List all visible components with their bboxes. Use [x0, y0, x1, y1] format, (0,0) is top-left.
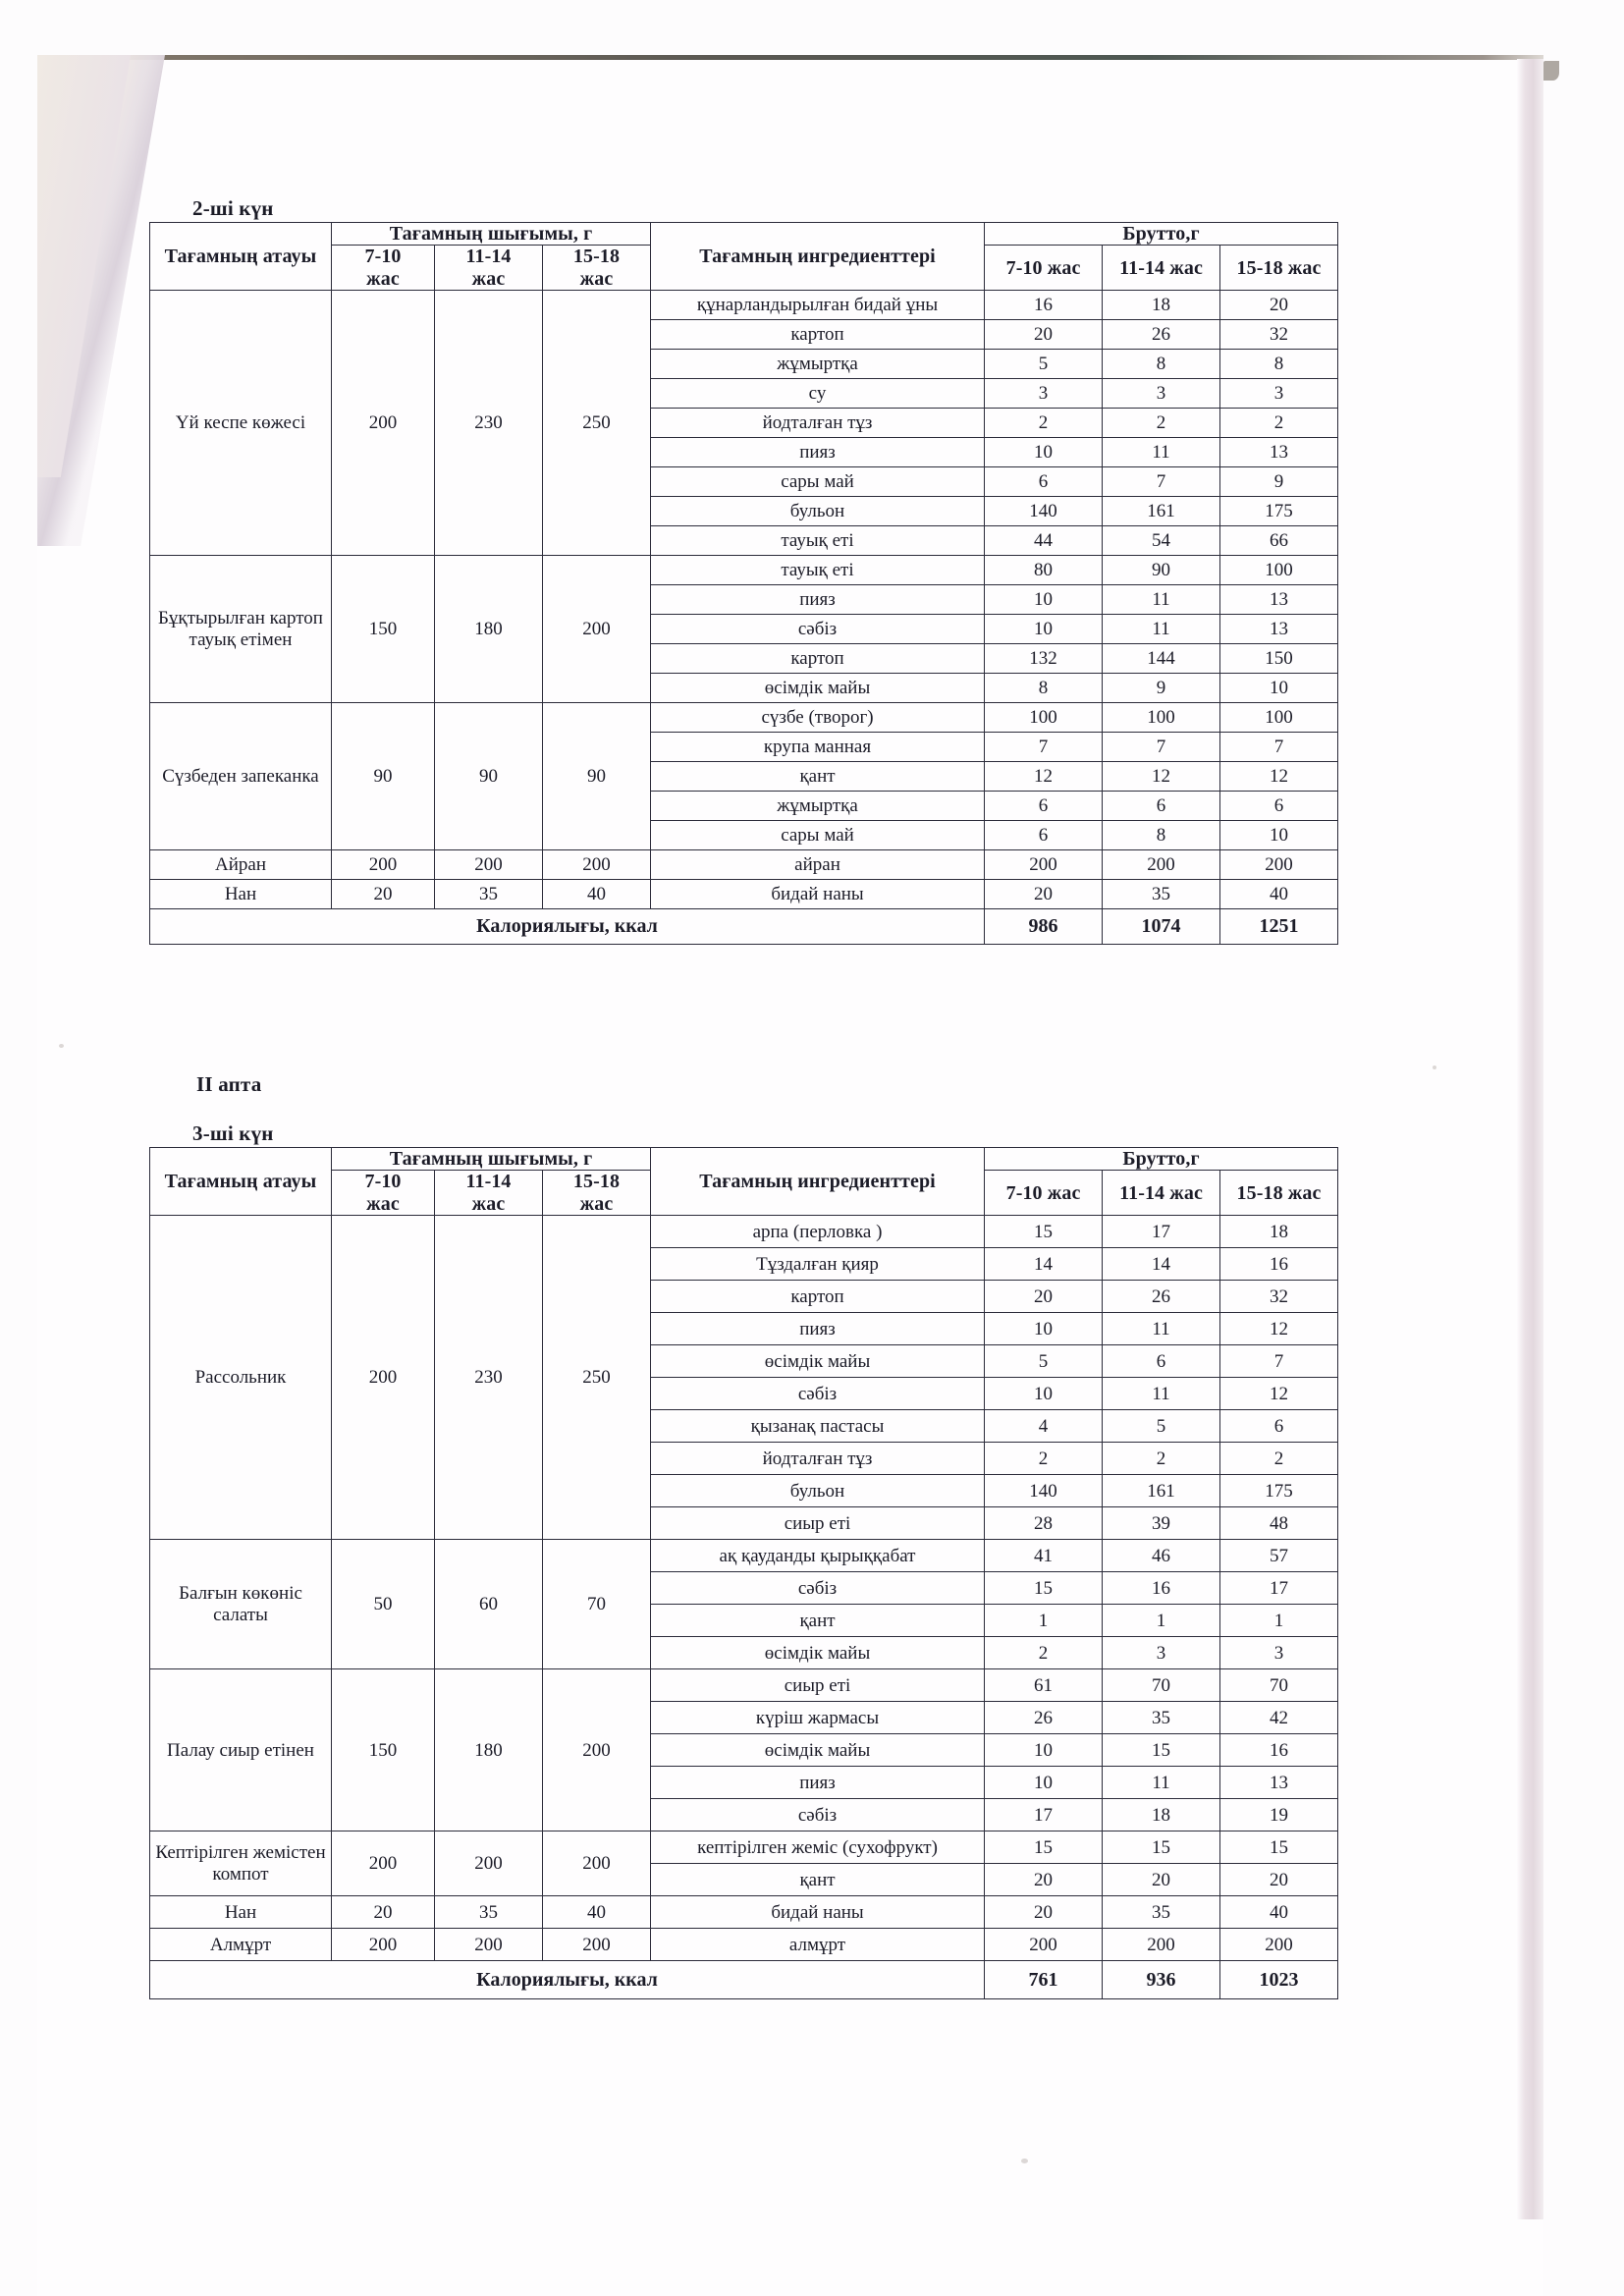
- ingredient-name-cell: күріш жармасы: [651, 1702, 985, 1734]
- ingredient-brutto-cell: 140: [985, 1475, 1103, 1507]
- header-yield-7-10-unit: жас: [366, 1192, 400, 1215]
- ingredient-brutto-cell: 70: [1220, 1669, 1338, 1702]
- menu-table-day-2: [149, 222, 1338, 945]
- dish-yield-cell: 90: [543, 703, 651, 850]
- header-yield-7-10-range: 7-10: [364, 246, 402, 268]
- ingredient-brutto-cell: 2: [1103, 1443, 1220, 1475]
- calories-value-cell: 1074: [1103, 909, 1220, 945]
- ingredient-brutto-cell: 17: [985, 1799, 1103, 1831]
- ingredient-name-cell: сәбіз: [651, 1799, 985, 1831]
- ingredient-name-cell: картоп: [651, 644, 985, 674]
- header-dish-name: Тағамның атауы: [150, 1148, 332, 1216]
- header-brutto-11-14: 11-14 жас: [1103, 1171, 1220, 1216]
- ingredient-brutto-cell: 17: [1220, 1572, 1338, 1605]
- ingredient-brutto-cell: 14: [985, 1248, 1103, 1281]
- dish-yield-cell: 35: [435, 880, 543, 909]
- ingredient-brutto-cell: 19: [1220, 1799, 1338, 1831]
- dish-yield-cell: 90: [435, 703, 543, 850]
- ingredient-brutto-cell: 57: [1220, 1540, 1338, 1572]
- ingredient-brutto-cell: 61: [985, 1669, 1103, 1702]
- ingredient-brutto-cell: 7: [1103, 467, 1220, 497]
- ingredient-brutto-cell: 6: [985, 467, 1103, 497]
- ingredient-brutto-cell: 10: [1220, 674, 1338, 703]
- ingredient-brutto-cell: 2: [1103, 409, 1220, 438]
- ingredient-brutto-cell: 42: [1220, 1702, 1338, 1734]
- ingredient-brutto-cell: 18: [1103, 1799, 1220, 1831]
- ingredient-name-cell: сары май: [651, 821, 985, 850]
- dish-name-cell: Бұқтырылған картоп тауық етімен: [150, 556, 332, 703]
- header-yield-11-14-unit: жас: [471, 267, 506, 290]
- ingredient-name-cell: тауық еті: [651, 556, 985, 585]
- header-yield-11-14-range: 11-14: [465, 1171, 512, 1193]
- header-yield-15-18-range: 15-18: [572, 246, 621, 268]
- dish-yield-cell: 250: [543, 291, 651, 556]
- ingredient-brutto-cell: 11: [1103, 1767, 1220, 1799]
- ingredient-brutto-cell: 32: [1220, 1281, 1338, 1313]
- dish-yield-cell: 200: [543, 1669, 651, 1831]
- ingredient-name-cell: арпа (перловка ): [651, 1216, 985, 1248]
- ingredient-brutto-cell: 7: [1103, 733, 1220, 762]
- scan-speck: [59, 1044, 64, 1048]
- table-row: [150, 1540, 1338, 1572]
- dish-yield-cell: 20: [332, 1896, 435, 1929]
- ingredient-brutto-cell: 9: [1103, 674, 1220, 703]
- ingredient-brutto-cell: 48: [1220, 1507, 1338, 1540]
- ingredient-name-cell: су: [651, 379, 985, 409]
- ingredient-brutto-cell: 175: [1220, 1475, 1338, 1507]
- ingredient-brutto-cell: 132: [985, 644, 1103, 674]
- ingredient-brutto-cell: 2: [985, 1443, 1103, 1475]
- ingredient-brutto-cell: 10: [985, 1378, 1103, 1410]
- ingredient-brutto-cell: 5: [985, 350, 1103, 379]
- table-row: [150, 880, 1338, 909]
- dish-name-cell: Нан: [150, 1896, 332, 1929]
- dish-name-cell: Айран: [150, 850, 332, 880]
- dish-name-cell: Рассольник: [150, 1216, 332, 1540]
- ingredient-name-cell: йодталған тұз: [651, 409, 985, 438]
- table-row: [150, 291, 1338, 320]
- ingredient-brutto-cell: 2: [1220, 1443, 1338, 1475]
- ingredient-brutto-cell: 7: [985, 733, 1103, 762]
- dish-yield-cell: 200: [332, 291, 435, 556]
- header-yield-7-10-unit: жас: [366, 267, 400, 290]
- ingredient-brutto-cell: 11: [1103, 615, 1220, 644]
- ingredient-brutto-cell: 10: [985, 438, 1103, 467]
- table-body: [150, 291, 1338, 945]
- dish-name-cell: Нан: [150, 880, 332, 909]
- dish-yield-cell: 230: [435, 291, 543, 556]
- ingredient-brutto-cell: 12: [985, 762, 1103, 792]
- ingredient-brutto-cell: 20: [985, 320, 1103, 350]
- ingredient-name-cell: сиыр еті: [651, 1507, 985, 1540]
- ingredient-brutto-cell: 2: [985, 409, 1103, 438]
- ingredient-brutto-cell: 6: [985, 792, 1103, 821]
- ingredient-name-cell: картоп: [651, 320, 985, 350]
- table-body: [150, 1216, 1338, 1999]
- header-yield-15-18-unit: жас: [579, 267, 614, 290]
- ingredient-brutto-cell: 10: [985, 615, 1103, 644]
- ingredient-brutto-cell: 200: [1103, 1929, 1220, 1961]
- menu-table-day-3: [149, 1147, 1338, 1999]
- header-brutto-15-18: 15-18 жас: [1220, 1171, 1338, 1216]
- table-row: [150, 1929, 1338, 1961]
- header-ingredients: Тағамның ингредиенттері: [651, 1148, 985, 1216]
- ingredient-brutto-cell: 12: [1103, 762, 1220, 792]
- ingredient-brutto-cell: 20: [985, 1864, 1103, 1896]
- ingredient-name-cell: жұмыртқа: [651, 350, 985, 379]
- header-yield-7-10: [332, 1171, 435, 1216]
- ingredient-brutto-cell: 2: [985, 1637, 1103, 1669]
- ingredient-brutto-cell: 12: [1220, 762, 1338, 792]
- ingredient-name-cell: өсімдік майы: [651, 674, 985, 703]
- ingredient-name-cell: айран: [651, 850, 985, 880]
- ingredient-brutto-cell: 32: [1220, 320, 1338, 350]
- dish-name-cell: Кептірілген жемістен компот: [150, 1831, 332, 1896]
- calories-row: [150, 1961, 1338, 1999]
- ingredient-name-cell: алмұрт: [651, 1929, 985, 1961]
- ingredient-brutto-cell: 26: [1103, 320, 1220, 350]
- ingredient-name-cell: құнарландырылған бидай ұны: [651, 291, 985, 320]
- ingredient-brutto-cell: 15: [1103, 1734, 1220, 1767]
- header-yield-15-18-range: 15-18: [572, 1171, 621, 1193]
- ingredient-brutto-cell: 26: [985, 1702, 1103, 1734]
- ingredient-brutto-cell: 12: [1220, 1378, 1338, 1410]
- ingredient-brutto-cell: 20: [985, 1896, 1103, 1929]
- header-brutto-7-10: 7-10 жас: [985, 1171, 1103, 1216]
- table-row: [150, 1831, 1338, 1864]
- ingredient-brutto-cell: 16: [1220, 1248, 1338, 1281]
- ingredient-brutto-cell: 100: [1103, 703, 1220, 733]
- ingredient-brutto-cell: 3: [1220, 1637, 1338, 1669]
- ingredient-brutto-cell: 200: [985, 1929, 1103, 1961]
- ingredient-brutto-cell: 100: [1220, 556, 1338, 585]
- ingredient-brutto-cell: 54: [1103, 526, 1220, 556]
- table-header-row-1: [150, 1148, 1338, 1171]
- ingredient-brutto-cell: 8: [1103, 821, 1220, 850]
- ingredient-brutto-cell: 44: [985, 526, 1103, 556]
- calories-value-cell: 1251: [1220, 909, 1338, 945]
- ingredient-name-cell: қант: [651, 762, 985, 792]
- ingredient-brutto-cell: 1: [1103, 1605, 1220, 1637]
- ingredient-brutto-cell: 16: [1220, 1734, 1338, 1767]
- ingredient-brutto-cell: 11: [1103, 1313, 1220, 1345]
- ingredient-brutto-cell: 6: [1220, 792, 1338, 821]
- ingredient-name-cell: Тұздалған қияр: [651, 1248, 985, 1281]
- ingredient-brutto-cell: 14: [1103, 1248, 1220, 1281]
- dish-yield-cell: 35: [435, 1896, 543, 1929]
- ingredient-name-cell: қант: [651, 1864, 985, 1896]
- header-yield-7-10-range: 7-10: [364, 1171, 402, 1193]
- dish-yield-cell: 200: [543, 1831, 651, 1896]
- ingredient-brutto-cell: 35: [1103, 1702, 1220, 1734]
- ingredient-brutto-cell: 4: [985, 1410, 1103, 1443]
- table-row: [150, 1669, 1338, 1702]
- ingredient-brutto-cell: 3: [1220, 379, 1338, 409]
- ingredient-brutto-cell: 1: [985, 1605, 1103, 1637]
- ingredient-brutto-cell: 6: [1103, 1345, 1220, 1378]
- ingredient-brutto-cell: 11: [1103, 585, 1220, 615]
- ingredient-brutto-cell: 1: [1220, 1605, 1338, 1637]
- ingredient-brutto-cell: 20: [985, 880, 1103, 909]
- calories-label-cell: Калориялығы, ккал: [150, 1961, 985, 1999]
- ingredient-name-cell: сары май: [651, 467, 985, 497]
- ingredient-name-cell: тауық еті: [651, 526, 985, 556]
- ingredient-brutto-cell: 6: [1103, 792, 1220, 821]
- ingredient-brutto-cell: 150: [1220, 644, 1338, 674]
- header-yield-15-18-unit: жас: [579, 1192, 614, 1215]
- scan-top-edge-artifact: [37, 55, 1543, 60]
- ingredient-brutto-cell: 9: [1220, 467, 1338, 497]
- ingredient-brutto-cell: 7: [1220, 1345, 1338, 1378]
- ingredient-brutto-cell: 26: [1103, 1281, 1220, 1313]
- ingredient-brutto-cell: 200: [1220, 850, 1338, 880]
- table-row: [150, 556, 1338, 585]
- dish-yield-cell: 180: [435, 1669, 543, 1831]
- header-dish-name: Тағамның атауы: [150, 223, 332, 291]
- dish-name-cell: Балғын көкөніс салаты: [150, 1540, 332, 1669]
- ingredient-name-cell: йодталған тұз: [651, 1443, 985, 1475]
- ingredient-brutto-cell: 11: [1103, 438, 1220, 467]
- header-ingredients: Тағамның ингредиенттері: [651, 223, 985, 291]
- ingredient-brutto-cell: 161: [1103, 1475, 1220, 1507]
- dish-name-cell: Үй кеспе көжесі: [150, 291, 332, 556]
- ingredient-name-cell: картоп: [651, 1281, 985, 1313]
- dish-yield-cell: 60: [435, 1540, 543, 1669]
- header-brutto-group: Брутто,г: [985, 1148, 1338, 1171]
- ingredient-brutto-cell: 20: [1103, 1864, 1220, 1896]
- dish-yield-cell: 200: [435, 850, 543, 880]
- ingredient-name-cell: пияз: [651, 1313, 985, 1345]
- ingredient-brutto-cell: 20: [1220, 291, 1338, 320]
- dish-yield-cell: 200: [543, 1929, 651, 1961]
- header-yield-group: Тағамның шығымы, г: [332, 1148, 651, 1171]
- day-label-1: 2-ші күн: [192, 196, 274, 220]
- ingredient-brutto-cell: 20: [985, 1281, 1103, 1313]
- ingredient-brutto-cell: 18: [1220, 1216, 1338, 1248]
- ingredient-name-cell: өсімдік майы: [651, 1345, 985, 1378]
- dish-yield-cell: 20: [332, 880, 435, 909]
- dish-yield-cell: 230: [435, 1216, 543, 1540]
- ingredient-brutto-cell: 15: [1103, 1831, 1220, 1864]
- week-label: II апта: [196, 1072, 262, 1096]
- dish-yield-cell: 250: [543, 1216, 651, 1540]
- ingredient-brutto-cell: 90: [1103, 556, 1220, 585]
- header-yield-11-14: [435, 1171, 543, 1216]
- ingredient-name-cell: крупа манная: [651, 733, 985, 762]
- dish-yield-cell: 150: [332, 1669, 435, 1831]
- ingredient-name-cell: бидай наны: [651, 1896, 985, 1929]
- ingredient-brutto-cell: 80: [985, 556, 1103, 585]
- ingredient-brutto-cell: 10: [985, 1767, 1103, 1799]
- ingredient-brutto-cell: 8: [985, 674, 1103, 703]
- scan-right-edge-artifact: [1517, 59, 1543, 2219]
- dish-yield-cell: 200: [332, 850, 435, 880]
- dish-yield-cell: 200: [435, 1929, 543, 1961]
- ingredient-brutto-cell: 12: [1220, 1313, 1338, 1345]
- ingredient-brutto-cell: 10: [985, 1313, 1103, 1345]
- ingredient-brutto-cell: 3: [1103, 379, 1220, 409]
- calories-row: [150, 909, 1338, 945]
- ingredient-name-cell: сиыр еті: [651, 1669, 985, 1702]
- ingredient-brutto-cell: 13: [1220, 1767, 1338, 1799]
- ingredient-brutto-cell: 66: [1220, 526, 1338, 556]
- dish-yield-cell: 90: [332, 703, 435, 850]
- ingredient-brutto-cell: 39: [1103, 1507, 1220, 1540]
- ingredient-brutto-cell: 15: [985, 1216, 1103, 1248]
- scan-speck: [1021, 2159, 1028, 2163]
- header-brutto-11-14: 11-14 жас: [1103, 246, 1220, 291]
- ingredient-name-cell: қант: [651, 1605, 985, 1637]
- ingredient-name-cell: қызанақ пастасы: [651, 1410, 985, 1443]
- dish-yield-cell: 200: [543, 850, 651, 880]
- ingredient-brutto-cell: 41: [985, 1540, 1103, 1572]
- ingredient-brutto-cell: 70: [1103, 1669, 1220, 1702]
- dish-name-cell: Алмұрт: [150, 1929, 332, 1961]
- ingredient-brutto-cell: 100: [985, 703, 1103, 733]
- calories-value-cell: 986: [985, 909, 1103, 945]
- ingredient-brutto-cell: 6: [1220, 1410, 1338, 1443]
- ingredient-brutto-cell: 6: [985, 821, 1103, 850]
- ingredient-brutto-cell: 35: [1103, 1896, 1220, 1929]
- ingredient-brutto-cell: 13: [1220, 615, 1338, 644]
- ingredient-brutto-cell: 40: [1220, 1896, 1338, 1929]
- ingredient-brutto-cell: 200: [985, 850, 1103, 880]
- ingredient-name-cell: пияз: [651, 438, 985, 467]
- ingredient-brutto-cell: 8: [1103, 350, 1220, 379]
- header-yield-15-18: [543, 1171, 651, 1216]
- ingredient-brutto-cell: 16: [985, 291, 1103, 320]
- dish-yield-cell: 40: [543, 880, 651, 909]
- ingredient-brutto-cell: 17: [1103, 1216, 1220, 1248]
- header-yield-11-14: [435, 246, 543, 291]
- calories-value-cell: 936: [1103, 1961, 1220, 1999]
- calories-value-cell: 761: [985, 1961, 1103, 1999]
- dish-yield-cell: 200: [332, 1216, 435, 1540]
- header-brutto-group: Брутто,г: [985, 223, 1338, 246]
- ingredient-name-cell: сәбіз: [651, 1378, 985, 1410]
- ingredient-brutto-cell: 3: [985, 379, 1103, 409]
- table-header: [150, 1148, 1338, 1216]
- ingredient-name-cell: өсімдік майы: [651, 1637, 985, 1669]
- ingredient-name-cell: кептірілген жеміс (сухофрукт): [651, 1831, 985, 1864]
- ingredient-brutto-cell: 8: [1220, 350, 1338, 379]
- calories-value-cell: 1023: [1220, 1961, 1338, 1999]
- dish-yield-cell: 180: [435, 556, 543, 703]
- scan-speck: [1433, 1066, 1436, 1069]
- dish-yield-cell: 200: [435, 1831, 543, 1896]
- table-row: [150, 1896, 1338, 1929]
- ingredient-name-cell: сәбіз: [651, 1572, 985, 1605]
- ingredient-brutto-cell: 10: [985, 585, 1103, 615]
- ingredient-brutto-cell: 16: [1103, 1572, 1220, 1605]
- ingredient-brutto-cell: 13: [1220, 585, 1338, 615]
- ingredient-brutto-cell: 200: [1220, 1929, 1338, 1961]
- ingredient-name-cell: өсімдік майы: [651, 1734, 985, 1767]
- table-row: [150, 703, 1338, 733]
- dish-yield-cell: 200: [332, 1831, 435, 1896]
- table-row: [150, 1216, 1338, 1248]
- ingredient-name-cell: сүзбе (творог): [651, 703, 985, 733]
- dish-yield-cell: 200: [332, 1929, 435, 1961]
- ingredient-name-cell: бульон: [651, 1475, 985, 1507]
- ingredient-name-cell: сәбіз: [651, 615, 985, 644]
- calories-label-cell: Калориялығы, ккал: [150, 909, 985, 945]
- ingredient-brutto-cell: 28: [985, 1507, 1103, 1540]
- ingredient-brutto-cell: 200: [1103, 850, 1220, 880]
- ingredient-brutto-cell: 5: [1103, 1410, 1220, 1443]
- ingredient-name-cell: пияз: [651, 585, 985, 615]
- ingredient-brutto-cell: 7: [1220, 733, 1338, 762]
- table-row: [150, 850, 1338, 880]
- ingredient-brutto-cell: 13: [1220, 438, 1338, 467]
- header-brutto-7-10: 7-10 жас: [985, 246, 1103, 291]
- ingredient-brutto-cell: 15: [1220, 1831, 1338, 1864]
- ingredient-brutto-cell: 5: [985, 1345, 1103, 1378]
- ingredient-brutto-cell: 10: [985, 1734, 1103, 1767]
- ingredient-name-cell: бидай наны: [651, 880, 985, 909]
- ingredient-brutto-cell: 10: [1220, 821, 1338, 850]
- dish-yield-cell: 70: [543, 1540, 651, 1669]
- ingredient-brutto-cell: 40: [1220, 880, 1338, 909]
- ingredient-brutto-cell: 100: [1220, 703, 1338, 733]
- dish-yield-cell: 150: [332, 556, 435, 703]
- ingredient-brutto-cell: 140: [985, 497, 1103, 526]
- header-yield-group: Тағамның шығымы, г: [332, 223, 651, 246]
- dish-name-cell: Палау сиыр етінен: [150, 1669, 332, 1831]
- header-yield-11-14-range: 11-14: [465, 246, 512, 268]
- ingredient-brutto-cell: 144: [1103, 644, 1220, 674]
- day-label-2: 3-ші күн: [192, 1121, 274, 1145]
- header-yield-15-18: [543, 246, 651, 291]
- ingredient-brutto-cell: 161: [1103, 497, 1220, 526]
- dish-name-cell: Сүзбеден запеканка: [150, 703, 332, 850]
- ingredient-name-cell: жұмыртқа: [651, 792, 985, 821]
- ingredient-brutto-cell: 46: [1103, 1540, 1220, 1572]
- ingredient-name-cell: ақ қауданды қырыққабат: [651, 1540, 985, 1572]
- dish-yield-cell: 40: [543, 1896, 651, 1929]
- ingredient-brutto-cell: 18: [1103, 291, 1220, 320]
- dish-yield-cell: 200: [543, 556, 651, 703]
- header-brutto-15-18: 15-18 жас: [1220, 246, 1338, 291]
- table-header-row-1: [150, 223, 1338, 246]
- scan-corner-nick-artifact: [1543, 61, 1559, 81]
- ingredient-name-cell: бульон: [651, 497, 985, 526]
- ingredient-brutto-cell: 175: [1220, 497, 1338, 526]
- ingredient-brutto-cell: 2: [1220, 409, 1338, 438]
- ingredient-brutto-cell: 3: [1103, 1637, 1220, 1669]
- ingredient-brutto-cell: 15: [985, 1831, 1103, 1864]
- header-yield-7-10: [332, 246, 435, 291]
- ingredient-brutto-cell: 20: [1220, 1864, 1338, 1896]
- ingredient-brutto-cell: 11: [1103, 1378, 1220, 1410]
- ingredient-brutto-cell: 35: [1103, 880, 1220, 909]
- ingredient-brutto-cell: 15: [985, 1572, 1103, 1605]
- dish-yield-cell: 50: [332, 1540, 435, 1669]
- ingredient-name-cell: пияз: [651, 1767, 985, 1799]
- table-header: [150, 223, 1338, 291]
- header-yield-11-14-unit: жас: [471, 1192, 506, 1215]
